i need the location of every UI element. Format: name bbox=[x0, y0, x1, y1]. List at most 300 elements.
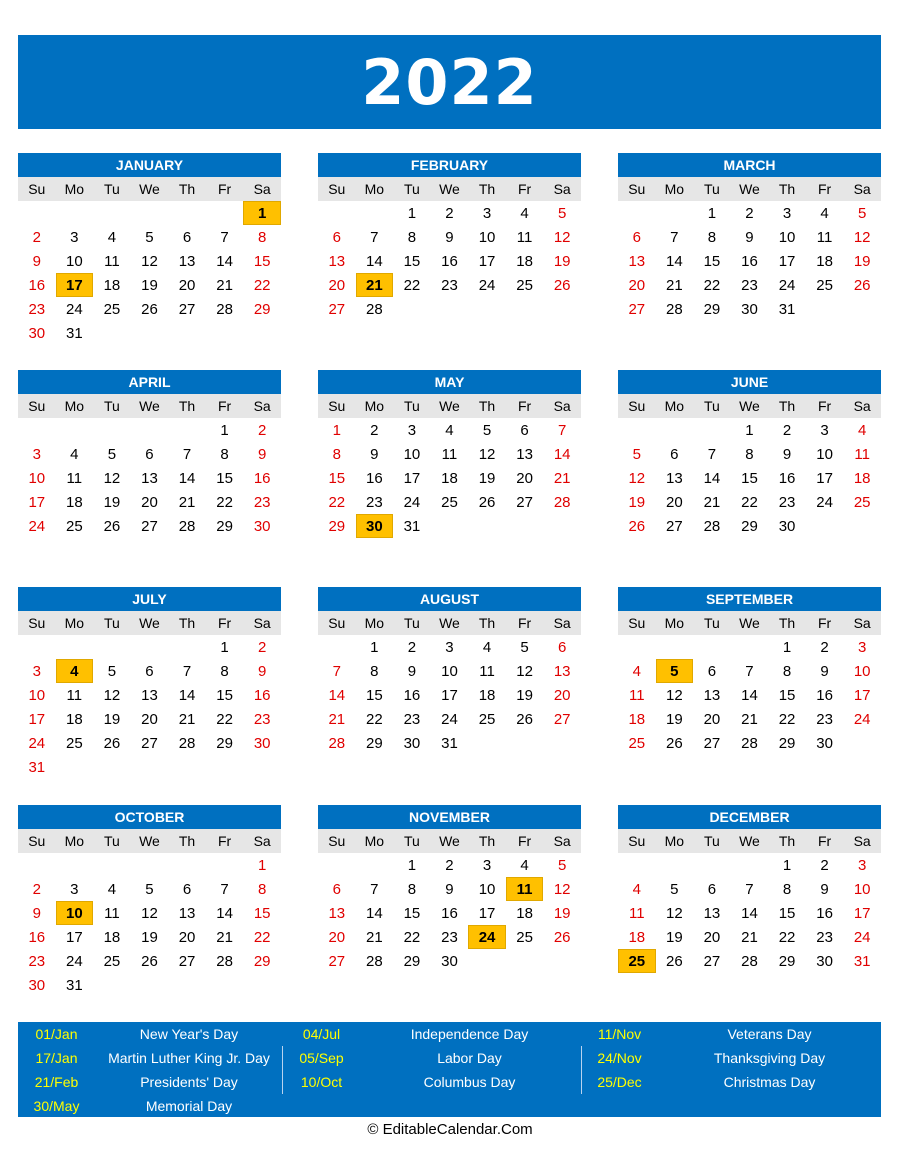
day-cell[interactable]: 16 bbox=[28, 276, 46, 294]
day-cell[interactable]: 27 bbox=[141, 517, 158, 535]
day-cell[interactable]: 14 bbox=[328, 686, 346, 704]
day-cell[interactable]: 4 bbox=[857, 421, 867, 439]
day-cell[interactable]: 30 bbox=[816, 734, 833, 752]
day-cell[interactable]: 8 bbox=[707, 228, 717, 246]
day-cell[interactable]: 2 bbox=[32, 880, 41, 898]
day-cell[interactable]: 24 bbox=[28, 734, 46, 752]
day-cell[interactable]: 2 bbox=[257, 421, 267, 439]
day-cell[interactable]: 22 bbox=[778, 710, 796, 728]
day-cell[interactable]: 8 bbox=[782, 880, 792, 898]
day-cell[interactable]: 25 bbox=[66, 517, 83, 535]
day-cell[interactable]: 18 bbox=[103, 928, 121, 946]
day-cell[interactable]: 26 bbox=[103, 734, 121, 752]
day-cell[interactable]: 5 bbox=[557, 204, 567, 222]
day-cell[interactable]: 26 bbox=[478, 493, 496, 511]
day-cell[interactable]: 16 bbox=[253, 686, 271, 704]
day-cell[interactable]: 12 bbox=[553, 880, 571, 898]
day-cell[interactable]: 29 bbox=[216, 517, 233, 535]
day-cell[interactable]: 21 bbox=[178, 710, 196, 728]
day-cell[interactable]: 17 bbox=[441, 686, 458, 704]
day-cell[interactable]: 19 bbox=[853, 252, 871, 270]
day-cell[interactable]: 12 bbox=[666, 904, 683, 922]
day-cell[interactable]: 9 bbox=[445, 228, 454, 246]
day-cell[interactable]: 13 bbox=[178, 904, 196, 922]
day-cell[interactable]: 26 bbox=[553, 276, 571, 294]
day-cell[interactable]: 18 bbox=[478, 686, 496, 704]
day-cell[interactable]: 24 bbox=[441, 710, 458, 728]
day-cell[interactable]: 18 bbox=[441, 469, 458, 487]
day-cell[interactable]: 13 bbox=[141, 686, 158, 704]
day-cell[interactable]: 29 bbox=[741, 517, 758, 535]
day-cell[interactable]: 7 bbox=[370, 880, 379, 898]
day-cell[interactable]: 27 bbox=[516, 493, 533, 511]
day-cell[interactable]: 27 bbox=[328, 300, 346, 318]
day-cell[interactable]: 12 bbox=[103, 469, 121, 487]
day-cell[interactable]: 16 bbox=[253, 469, 271, 487]
day-cell[interactable]: 18 bbox=[66, 493, 83, 511]
day-cell[interactable]: 2 bbox=[782, 421, 792, 439]
day-cell[interactable]: 23 bbox=[816, 710, 833, 728]
day-cell[interactable]: 15 bbox=[778, 904, 796, 922]
day-cell[interactable]: 14 bbox=[216, 252, 233, 270]
day-cell[interactable]: 27 bbox=[553, 710, 571, 728]
day-cell[interactable]: 14 bbox=[366, 252, 383, 270]
day-cell[interactable]: 6 bbox=[670, 445, 679, 463]
day-cell[interactable]: 17 bbox=[778, 252, 796, 270]
day-cell[interactable]: 11 bbox=[441, 445, 458, 463]
day-cell[interactable]: 5 bbox=[557, 856, 567, 874]
day-cell[interactable]: 13 bbox=[328, 904, 346, 922]
day-cell[interactable]: 3 bbox=[857, 638, 867, 656]
day-cell[interactable]: 9 bbox=[257, 445, 267, 463]
day-cell[interactable]: 27 bbox=[328, 952, 346, 970]
day-cell[interactable]: 9 bbox=[745, 228, 754, 246]
day-cell[interactable]: 22 bbox=[216, 493, 233, 511]
day-cell[interactable]: 23 bbox=[778, 493, 796, 511]
day-cell[interactable]: 14 bbox=[178, 686, 196, 704]
day-cell[interactable]: 5 bbox=[520, 638, 529, 656]
day-cell[interactable]: 19 bbox=[553, 252, 571, 270]
day-cell[interactable]: 26 bbox=[516, 710, 533, 728]
day-cell[interactable]: 22 bbox=[366, 710, 383, 728]
day-cell[interactable]: 18 bbox=[628, 928, 646, 946]
day-cell[interactable]: 21 bbox=[703, 493, 721, 511]
day-cell[interactable]: 27 bbox=[666, 517, 683, 535]
day-cell[interactable]: 20 bbox=[178, 276, 196, 294]
day-cell[interactable]: 12 bbox=[628, 469, 646, 487]
day-cell[interactable]: 31 bbox=[403, 517, 421, 535]
day-cell[interactable]: 3 bbox=[32, 445, 41, 463]
day-cell[interactable]: 21 bbox=[366, 928, 383, 946]
day-cell[interactable]: 22 bbox=[253, 276, 271, 294]
day-cell[interactable]: 12 bbox=[516, 662, 533, 680]
day-cell[interactable]: 20 bbox=[328, 928, 346, 946]
day-cell[interactable]: 13 bbox=[553, 662, 571, 680]
day-cell[interactable]: 23 bbox=[403, 710, 421, 728]
day-cell[interactable]: 24 bbox=[853, 710, 871, 728]
day-cell[interactable]: 16 bbox=[741, 252, 758, 270]
day-cell[interactable]: 11 bbox=[516, 228, 533, 246]
day-cell[interactable]: 7 bbox=[745, 662, 754, 680]
day-cell[interactable]: 10 bbox=[853, 880, 871, 898]
day-cell[interactable]: 8 bbox=[782, 662, 792, 680]
day-cell[interactable]: 12 bbox=[103, 686, 121, 704]
day-cell[interactable]: 30 bbox=[816, 952, 833, 970]
day-cell[interactable]: 28 bbox=[216, 300, 233, 318]
day-cell[interactable]: 29 bbox=[403, 952, 421, 970]
day-cell[interactable]: 7 bbox=[557, 421, 567, 439]
day-cell[interactable]: 21 bbox=[553, 469, 571, 487]
day-cell[interactable]: 16 bbox=[28, 928, 46, 946]
holiday-day-cell[interactable]: 25 bbox=[618, 949, 656, 973]
day-cell[interactable]: 14 bbox=[366, 904, 383, 922]
day-cell[interactable]: 23 bbox=[28, 952, 46, 970]
day-cell[interactable]: 24 bbox=[816, 493, 833, 511]
day-cell[interactable]: 29 bbox=[778, 952, 796, 970]
holiday-day-cell[interactable]: 17 bbox=[56, 273, 94, 297]
day-cell[interactable]: 24 bbox=[28, 517, 46, 535]
day-cell[interactable]: 1 bbox=[707, 204, 717, 222]
day-cell[interactable]: 8 bbox=[745, 445, 754, 463]
day-cell[interactable]: 17 bbox=[853, 904, 871, 922]
day-cell[interactable]: 9 bbox=[407, 662, 417, 680]
day-cell[interactable]: 6 bbox=[707, 662, 717, 680]
day-cell[interactable]: 15 bbox=[403, 904, 421, 922]
day-cell[interactable]: 10 bbox=[816, 445, 833, 463]
day-cell[interactable]: 19 bbox=[478, 469, 496, 487]
day-cell[interactable]: 28 bbox=[366, 300, 383, 318]
day-cell[interactable]: 12 bbox=[141, 904, 158, 922]
day-cell[interactable]: 2 bbox=[370, 421, 379, 439]
day-cell[interactable]: 16 bbox=[816, 904, 833, 922]
day-cell[interactable]: 7 bbox=[707, 445, 717, 463]
day-cell[interactable]: 11 bbox=[66, 686, 83, 704]
day-cell[interactable]: 28 bbox=[703, 517, 721, 535]
day-cell[interactable]: 12 bbox=[141, 252, 158, 270]
day-cell[interactable]: 7 bbox=[745, 880, 754, 898]
day-cell[interactable]: 17 bbox=[28, 493, 46, 511]
day-cell[interactable]: 20 bbox=[141, 493, 158, 511]
day-cell[interactable]: 4 bbox=[70, 445, 79, 463]
day-cell[interactable]: 25 bbox=[103, 952, 121, 970]
day-cell[interactable]: 30 bbox=[441, 952, 458, 970]
day-cell[interactable]: 20 bbox=[178, 928, 196, 946]
day-cell[interactable]: 25 bbox=[516, 928, 533, 946]
day-cell[interactable]: 18 bbox=[516, 904, 533, 922]
day-cell[interactable]: 6 bbox=[707, 880, 717, 898]
day-cell[interactable]: 26 bbox=[553, 928, 571, 946]
day-cell[interactable]: 11 bbox=[479, 662, 495, 680]
day-cell[interactable]: 6 bbox=[182, 880, 192, 898]
day-cell[interactable]: 23 bbox=[366, 493, 383, 511]
day-cell[interactable]: 18 bbox=[853, 469, 871, 487]
day-cell[interactable]: 4 bbox=[632, 662, 641, 680]
day-cell[interactable]: 7 bbox=[182, 445, 192, 463]
day-cell[interactable]: 30 bbox=[253, 734, 271, 752]
day-cell[interactable]: 25 bbox=[441, 493, 458, 511]
day-cell[interactable]: 4 bbox=[820, 204, 829, 222]
day-cell[interactable]: 10 bbox=[28, 686, 46, 704]
day-cell[interactable]: 4 bbox=[520, 204, 529, 222]
day-cell[interactable]: 1 bbox=[332, 421, 341, 439]
day-cell[interactable]: 22 bbox=[403, 276, 421, 294]
day-cell[interactable]: 31 bbox=[28, 758, 46, 776]
day-cell[interactable]: 2 bbox=[820, 638, 829, 656]
day-cell[interactable]: 6 bbox=[145, 445, 154, 463]
day-cell[interactable]: 22 bbox=[216, 710, 233, 728]
day-cell[interactable]: 1 bbox=[745, 421, 754, 439]
day-cell[interactable]: 5 bbox=[107, 445, 117, 463]
day-cell[interactable]: 22 bbox=[403, 928, 421, 946]
day-cell[interactable]: 19 bbox=[141, 928, 158, 946]
day-cell[interactable]: 21 bbox=[741, 928, 758, 946]
day-cell[interactable]: 28 bbox=[741, 734, 758, 752]
day-cell[interactable]: 22 bbox=[703, 276, 721, 294]
day-cell[interactable]: 4 bbox=[632, 880, 641, 898]
day-cell[interactable]: 29 bbox=[328, 517, 346, 535]
day-cell[interactable]: 24 bbox=[66, 300, 83, 318]
day-cell[interactable]: 30 bbox=[741, 300, 758, 318]
day-cell[interactable]: 20 bbox=[328, 276, 346, 294]
day-cell[interactable]: 24 bbox=[66, 952, 83, 970]
day-cell[interactable]: 28 bbox=[216, 952, 233, 970]
day-cell[interactable]: 23 bbox=[816, 928, 833, 946]
day-cell[interactable]: 13 bbox=[703, 686, 721, 704]
day-cell[interactable]: 6 bbox=[520, 421, 529, 439]
day-cell[interactable]: 15 bbox=[253, 904, 271, 922]
day-cell[interactable]: 8 bbox=[407, 228, 417, 246]
day-cell[interactable]: 26 bbox=[628, 517, 646, 535]
day-cell[interactable]: 9 bbox=[32, 904, 41, 922]
day-cell[interactable]: 1 bbox=[220, 421, 229, 439]
day-cell[interactable]: 20 bbox=[703, 928, 721, 946]
day-cell[interactable]: 2 bbox=[445, 204, 454, 222]
day-cell[interactable]: 3 bbox=[445, 638, 454, 656]
day-cell[interactable]: 25 bbox=[628, 734, 646, 752]
day-cell[interactable]: 21 bbox=[666, 276, 683, 294]
day-cell[interactable]: 15 bbox=[216, 686, 233, 704]
day-cell[interactable]: 3 bbox=[857, 856, 867, 874]
day-cell[interactable]: 6 bbox=[182, 228, 192, 246]
day-cell[interactable]: 10 bbox=[403, 445, 421, 463]
day-cell[interactable]: 30 bbox=[28, 976, 46, 994]
day-cell[interactable]: 30 bbox=[403, 734, 421, 752]
day-cell[interactable]: 6 bbox=[557, 638, 567, 656]
day-cell[interactable]: 18 bbox=[103, 276, 121, 294]
holiday-day-cell[interactable]: 4 bbox=[56, 659, 94, 683]
day-cell[interactable]: 25 bbox=[478, 710, 496, 728]
day-cell[interactable]: 16 bbox=[366, 469, 383, 487]
day-cell[interactable]: 12 bbox=[666, 686, 683, 704]
day-cell[interactable]: 2 bbox=[820, 856, 829, 874]
day-cell[interactable]: 28 bbox=[178, 734, 196, 752]
day-cell[interactable]: 3 bbox=[820, 421, 829, 439]
day-cell[interactable]: 1 bbox=[220, 638, 229, 656]
holiday-day-cell[interactable]: 30 bbox=[356, 514, 394, 538]
day-cell[interactable]: 27 bbox=[178, 300, 196, 318]
day-cell[interactable]: 26 bbox=[666, 952, 683, 970]
day-cell[interactable]: 10 bbox=[441, 662, 458, 680]
day-cell[interactable]: 18 bbox=[516, 252, 533, 270]
day-cell[interactable]: 30 bbox=[253, 517, 271, 535]
day-cell[interactable]: 14 bbox=[178, 469, 196, 487]
day-cell[interactable]: 19 bbox=[553, 904, 571, 922]
day-cell[interactable]: 27 bbox=[703, 734, 721, 752]
day-cell[interactable]: 31 bbox=[66, 976, 83, 994]
day-cell[interactable]: 17 bbox=[816, 469, 833, 487]
day-cell[interactable]: 26 bbox=[141, 300, 158, 318]
day-cell[interactable]: 4 bbox=[482, 638, 492, 656]
day-cell[interactable]: 9 bbox=[820, 662, 829, 680]
day-cell[interactable]: 14 bbox=[741, 904, 758, 922]
day-cell[interactable]: 16 bbox=[441, 252, 458, 270]
day-cell[interactable]: 10 bbox=[478, 228, 496, 246]
day-cell[interactable]: 23 bbox=[441, 276, 458, 294]
day-cell[interactable]: 13 bbox=[141, 469, 158, 487]
day-cell[interactable]: 15 bbox=[366, 686, 383, 704]
day-cell[interactable]: 11 bbox=[104, 904, 120, 922]
day-cell[interactable]: 13 bbox=[628, 252, 646, 270]
day-cell[interactable]: 28 bbox=[178, 517, 196, 535]
day-cell[interactable]: 11 bbox=[816, 228, 833, 246]
day-cell[interactable]: 8 bbox=[332, 445, 341, 463]
day-cell[interactable]: 1 bbox=[407, 856, 417, 874]
day-cell[interactable]: 13 bbox=[703, 904, 721, 922]
day-cell[interactable]: 16 bbox=[778, 469, 796, 487]
day-cell[interactable]: 3 bbox=[482, 204, 492, 222]
day-cell[interactable]: 26 bbox=[103, 517, 121, 535]
day-cell[interactable]: 10 bbox=[778, 228, 796, 246]
day-cell[interactable]: 13 bbox=[516, 445, 533, 463]
day-cell[interactable]: 22 bbox=[253, 928, 271, 946]
day-cell[interactable]: 27 bbox=[141, 734, 158, 752]
day-cell[interactable]: 18 bbox=[66, 710, 83, 728]
day-cell[interactable]: 24 bbox=[853, 928, 871, 946]
day-cell[interactable]: 25 bbox=[853, 493, 871, 511]
day-cell[interactable]: 7 bbox=[220, 228, 229, 246]
day-cell[interactable]: 11 bbox=[628, 686, 645, 704]
day-cell[interactable]: 21 bbox=[178, 493, 196, 511]
day-cell[interactable]: 5 bbox=[145, 880, 154, 898]
day-cell[interactable]: 12 bbox=[853, 228, 871, 246]
holiday-day-cell[interactable]: 5 bbox=[656, 659, 694, 683]
day-cell[interactable]: 3 bbox=[482, 856, 492, 874]
day-cell[interactable]: 8 bbox=[370, 662, 379, 680]
day-cell[interactable]: 1 bbox=[257, 856, 267, 874]
day-cell[interactable]: 17 bbox=[853, 686, 871, 704]
day-cell[interactable]: 9 bbox=[445, 880, 454, 898]
day-cell[interactable]: 24 bbox=[403, 493, 421, 511]
day-cell[interactable]: 28 bbox=[666, 300, 683, 318]
day-cell[interactable]: 8 bbox=[257, 228, 267, 246]
day-cell[interactable]: 19 bbox=[141, 276, 158, 294]
day-cell[interactable]: 12 bbox=[478, 445, 496, 463]
day-cell[interactable]: 20 bbox=[553, 686, 571, 704]
day-cell[interactable]: 2 bbox=[445, 856, 454, 874]
day-cell[interactable]: 28 bbox=[553, 493, 571, 511]
day-cell[interactable]: 25 bbox=[103, 300, 121, 318]
day-cell[interactable]: 3 bbox=[407, 421, 417, 439]
holiday-day-cell[interactable]: 21 bbox=[356, 273, 394, 297]
day-cell[interactable]: 9 bbox=[820, 880, 829, 898]
day-cell[interactable]: 21 bbox=[741, 710, 758, 728]
day-cell[interactable]: 13 bbox=[178, 252, 196, 270]
day-cell[interactable]: 10 bbox=[853, 662, 871, 680]
day-cell[interactable]: 7 bbox=[332, 662, 341, 680]
day-cell[interactable]: 5 bbox=[482, 421, 492, 439]
day-cell[interactable]: 20 bbox=[516, 469, 533, 487]
day-cell[interactable]: 5 bbox=[145, 228, 154, 246]
day-cell[interactable]: 8 bbox=[257, 880, 267, 898]
day-cell[interactable]: 30 bbox=[28, 324, 46, 342]
day-cell[interactable]: 23 bbox=[253, 710, 271, 728]
day-cell[interactable]: 5 bbox=[670, 880, 679, 898]
day-cell[interactable]: 14 bbox=[553, 445, 571, 463]
day-cell[interactable]: 30 bbox=[778, 517, 796, 535]
day-cell[interactable]: 4 bbox=[107, 228, 117, 246]
day-cell[interactable]: 2 bbox=[32, 228, 41, 246]
day-cell[interactable]: 23 bbox=[253, 493, 271, 511]
day-cell[interactable]: 19 bbox=[103, 493, 121, 511]
day-cell[interactable]: 17 bbox=[403, 469, 421, 487]
day-cell[interactable]: 31 bbox=[66, 324, 83, 342]
day-cell[interactable]: 28 bbox=[328, 734, 346, 752]
day-cell[interactable]: 6 bbox=[145, 662, 154, 680]
day-cell[interactable]: 8 bbox=[220, 662, 229, 680]
day-cell[interactable]: 28 bbox=[366, 952, 383, 970]
day-cell[interactable]: 21 bbox=[216, 928, 233, 946]
day-cell[interactable]: 5 bbox=[107, 662, 117, 680]
day-cell[interactable]: 18 bbox=[628, 710, 646, 728]
day-cell[interactable]: 29 bbox=[366, 734, 383, 752]
day-cell[interactable]: 4 bbox=[445, 421, 454, 439]
day-cell[interactable]: 19 bbox=[666, 928, 683, 946]
day-cell[interactable]: 27 bbox=[628, 300, 646, 318]
day-cell[interactable]: 26 bbox=[666, 734, 683, 752]
day-cell[interactable]: 19 bbox=[628, 493, 646, 511]
day-cell[interactable]: 17 bbox=[66, 928, 83, 946]
day-cell[interactable]: 29 bbox=[703, 300, 721, 318]
day-cell[interactable]: 28 bbox=[741, 952, 758, 970]
day-cell[interactable]: 15 bbox=[778, 686, 796, 704]
day-cell[interactable]: 1 bbox=[782, 638, 792, 656]
day-cell[interactable]: 29 bbox=[253, 952, 271, 970]
holiday-day-cell[interactable]: 1 bbox=[243, 201, 281, 225]
day-cell[interactable]: 15 bbox=[703, 252, 721, 270]
day-cell[interactable]: 31 bbox=[441, 734, 458, 752]
day-cell[interactable]: 9 bbox=[782, 445, 792, 463]
day-cell[interactable]: 21 bbox=[216, 276, 233, 294]
day-cell[interactable]: 24 bbox=[778, 276, 796, 294]
holiday-day-cell[interactable]: 10 bbox=[56, 901, 94, 925]
day-cell[interactable]: 20 bbox=[703, 710, 721, 728]
day-cell[interactable]: 7 bbox=[220, 880, 229, 898]
day-cell[interactable]: 17 bbox=[478, 252, 496, 270]
day-cell[interactable]: 3 bbox=[32, 662, 41, 680]
day-cell[interactable]: 16 bbox=[403, 686, 421, 704]
day-cell[interactable]: 22 bbox=[328, 493, 346, 511]
day-cell[interactable]: 27 bbox=[703, 952, 721, 970]
day-cell[interactable]: 15 bbox=[328, 469, 346, 487]
day-cell[interactable]: 13 bbox=[666, 469, 683, 487]
day-cell[interactable]: 18 bbox=[816, 252, 833, 270]
day-cell[interactable]: 6 bbox=[332, 880, 341, 898]
day-cell[interactable]: 17 bbox=[28, 710, 46, 728]
day-cell[interactable]: 5 bbox=[857, 204, 867, 222]
day-cell[interactable]: 11 bbox=[104, 252, 120, 270]
day-cell[interactable]: 8 bbox=[407, 880, 417, 898]
day-cell[interactable]: 11 bbox=[854, 445, 870, 463]
